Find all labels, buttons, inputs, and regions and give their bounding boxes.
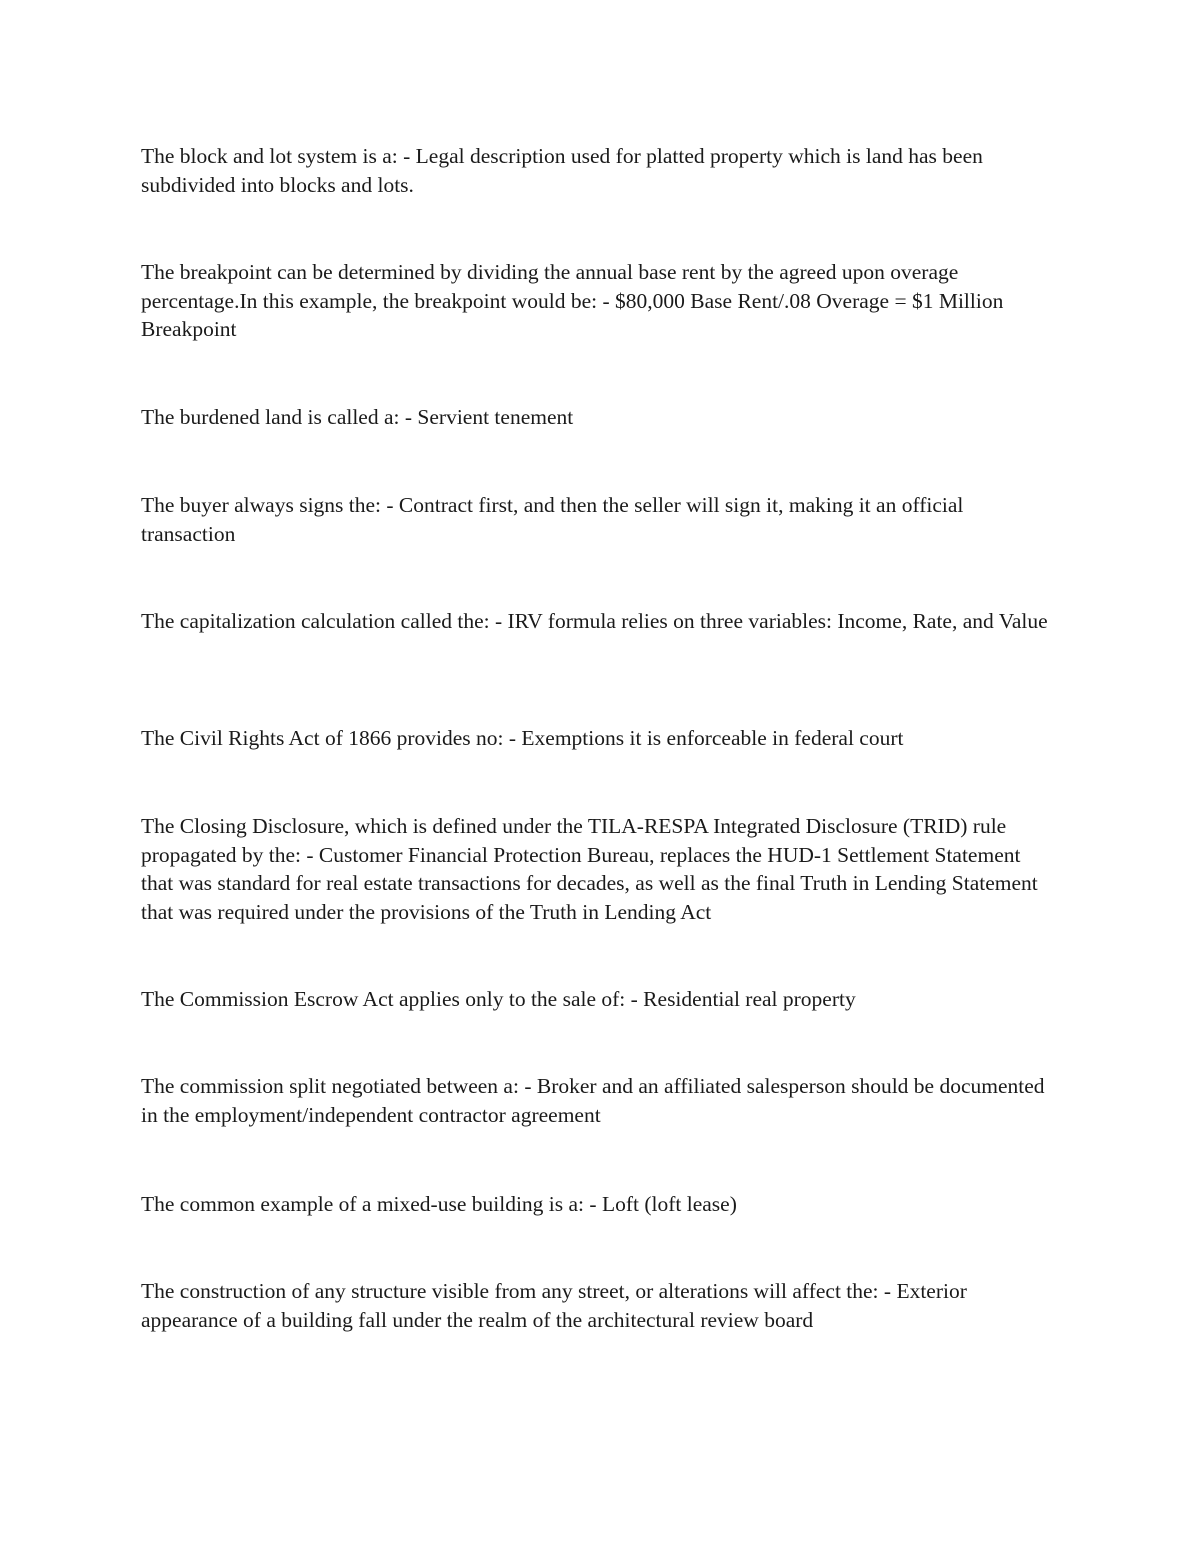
flashcard-entry: The Civil Rights Act of 1866 provides no: - Exemptions it is enforceable in federal court	[141, 726, 904, 750]
flashcard-entry: The capitalization calculation called the: - IRV formula relies on three variables: Income, Rate, and Value	[141, 609, 1048, 633]
flashcard-entry: The buyer always signs the: - Contract first, and then the seller will sign it, making it an official transaction	[141, 493, 964, 546]
flashcard-entry: The Commission Escrow Act applies only to the sale of: - Residential real property	[141, 987, 856, 1011]
flashcard-entry: The burdened land is called a: - Servient tenement	[141, 405, 574, 429]
flashcard-entry: The breakpoint can be determined by dividing the annual base rent by the agreed upon overage percentage.In this example, the breakpoint would be: - $80,000 Base Rent/.08 Overage = $1 Million Breakpoint	[141, 260, 1004, 341]
flashcard-entry: The construction of any structure visible from any street, or alterations will affect the: - Exterior appearance of a building fall under the realm of the architectural review board	[141, 1279, 967, 1332]
flashcard-entry: The Closing Disclosure, which is defined under the TILA-RESPA Integrated Disclosure (TRID) rule propagated by the: - Customer Financial Protection Bureau, replaces the HUD-1 Settlement Statement that was standard for real estate transactions for decades, as well as the final Truth in Lending Statement that was required under the provisions of the Truth in Lending Act	[141, 814, 1038, 924]
flashcard-entry: The common example of a mixed-use building is a: - Loft (loft lease)	[141, 1192, 737, 1216]
flashcard-entry: The commission split negotiated between a: - Broker and an affiliated salesperson should be documented in the employment/independent contractor agreement	[141, 1074, 1045, 1127]
flashcard-entry: The block and lot system is a: - Legal description used for platted property which is land has been subdivided into blocks and lots.	[141, 144, 983, 197]
